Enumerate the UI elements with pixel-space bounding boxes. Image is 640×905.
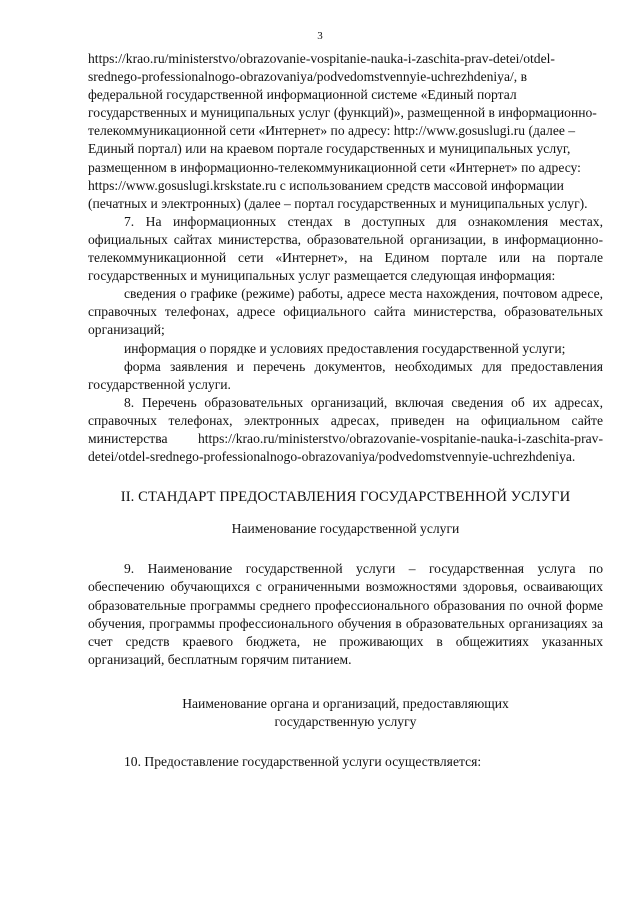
paragraph-8: 8. Перечень образовательных организаций, включая сведения об их адресах, справочных телефонах, электронных адресах, приведен на официальном сайте министерства https://krao.ru/ministerstvo/obrazovanie-vospitanie-nauka-i-zaschita-prav-detei/otdel-srednego-professionalnogo-obrazovaniya/podvedomstvennyie-uchrezhdeniya. (88, 394, 603, 465)
paragraph-7-item-3: форма заявления и перечень документов, необходимых для предоставления государственной услуги. (88, 358, 603, 392)
paragraph-10: 10. Предоставление государственной услуги осуществляется: (124, 754, 482, 770)
section-title: II. СТАНДАРТ ПРЕДОСТАВЛЕНИЯ ГОСУДАРСТВЕННОЙ УСЛУГИ (120, 489, 571, 506)
paragraph-7-item-2: информация о порядке и условиях предоставления государственной услуги; (124, 340, 566, 356)
page-number: 3 (317, 30, 323, 42)
paragraph-intro: https://krao.ru/ministerstvo/obrazovanie-vospitanie-nauka-i-zaschita-prav-detei/otdel-srednego-professionalnogo-obrazovaniya/podvedomstvennyie-uchrezhdeniya/, в федеральной государственной информационной системе «Единый портал государственных и муниципальных услуг (функций)», размещенной в информационно-телекоммуникационной сети «Интернет» по адресу: http://www.gosuslugi.ru (далее – Единый портал) или на краевом портале государственных и муниципальных услуг, размещенном в информационно-телекоммуникационной сети «Интернет» по адресу: https://www.gosuslugi.krskstate.ru с использованием средств массовой информации (печатных и электронных) (далее – портал государственных и муниципальных услуг). (88, 51, 597, 211)
document-body (88, 50, 603, 771)
paragraph-7-item-1: сведения о графике (режиме) работы, адресе места нахождения, почтовом адресе, справочных телефонах, адресе официального сайта министерства, образовательных организаций; (88, 286, 603, 338)
subsection-title-service-name: Наименование государственной услуги (231, 521, 460, 537)
subsection-title-provider-line-2: государственную услугу (274, 714, 417, 729)
subsection-title-provider-line-1: Наименование органа и организаций, предоставляющих (182, 695, 509, 711)
paragraph-9: 9. Наименование государственной услуги – государственная услуга по обеспечению обучающихся с ограниченными возможностями здоровья, осваивающих образовательные программы среднего профессионального образования по очной форме обучения, программы профессионального обучения в образовательных организациях за счет средств краевого бюджета, не проживающих в общежитиях указанных организаций, бесплатным горячим питанием. (88, 561, 603, 667)
paragraph-7: 7. На информационных стендах в доступных для ознакомления местах, официальных сайтах министерства, образовательной организации, в информационно-телекоммуникационной сети «Интернет», на Едином портале или на портале государственных и муниципальных услуг размещается следующая информация: (88, 213, 603, 284)
